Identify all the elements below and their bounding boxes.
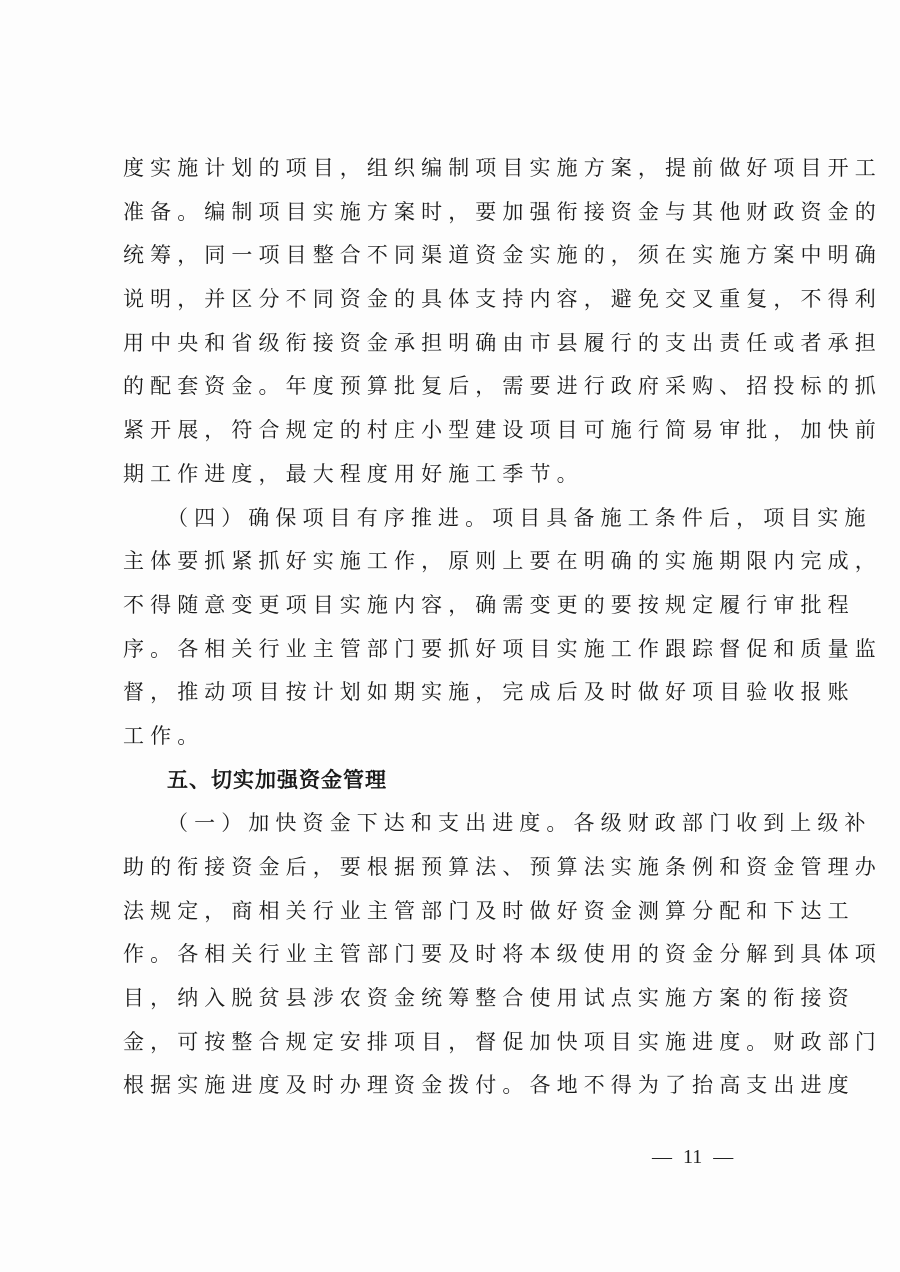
- text-line: 的配套资金。年度预算批复后，需要进行政府采购、招投标的抓: [123, 374, 882, 399]
- text-line: 统筹，同一项目整合不同渠道资金实施的，须在实施方案中明确: [123, 243, 882, 268]
- paragraph-section-4: [123, 497, 882, 759]
- text-line: 不得随意变更项目实施内容，确需变更的要按规定履行审批程: [123, 592, 855, 617]
- page-number: — 11 —: [652, 1146, 734, 1168]
- text-line: 金，可按整合规定安排项目，督促加快项目实施进度。财政部门: [123, 1029, 882, 1054]
- paragraph-section-5-1: [123, 802, 882, 1108]
- document-body: [123, 147, 882, 1108]
- text-line: （四）确保项目有序推进。项目具备施工条件后，项目实施: [167, 505, 872, 530]
- text-line: 目，纳入脱贫县涉农资金统筹整合使用试点实施方案的衔接资: [123, 986, 855, 1011]
- section-heading: 五、切实加强资金管理: [167, 767, 387, 792]
- text-line: 期工作进度，最大程度用好施工季节。: [123, 461, 584, 486]
- text-line: 主体要抓紧抓好实施工作，原则上要在明确的实施期限内完成，: [123, 549, 882, 574]
- text-line: 工作。: [123, 723, 205, 748]
- text-line: 根据实施进度及时办理资金拨付。各地不得为了抬高支出进度: [123, 1073, 855, 1098]
- text-line: 作。各相关行业主管部门要及时将本级使用的资金分解到具体项: [123, 942, 882, 967]
- text-line: （一）加快资金下达和支出进度。各级财政部门收到上级补: [167, 811, 872, 836]
- text-line: 督，推动项目按计划如期实施，完成后及时做好项目验收报账: [123, 680, 855, 705]
- text-line: 助的衔接资金后，要根据预算法、预算法实施条例和资金管理办: [123, 855, 882, 879]
- text-line: 法规定，商相关行业主管部门及时做好资金测算分配和下达工: [123, 898, 855, 923]
- text-line: 准备。编制项目实施方案时，要加强衔接资金与其他财政资金的: [123, 199, 882, 224]
- text-line: 用中央和省级衔接资金承担明确由市县履行的支出责任或者承担: [123, 330, 882, 355]
- text-line: 说明，并区分不同资金的具体支持内容，避免交叉重复，不得利: [123, 287, 882, 312]
- paragraph-continued: [123, 147, 882, 497]
- text-line: 序。各相关行业主管部门要抓好项目实施工作跟踪督促和质量监: [123, 636, 882, 661]
- text-line: 紧开展，符合规定的村庄小型建设项目可施行简易审批，加快前: [123, 418, 882, 443]
- text-line: 度实施计划的项目，组织编制项目实施方案，提前做好项目开工: [123, 156, 882, 180]
